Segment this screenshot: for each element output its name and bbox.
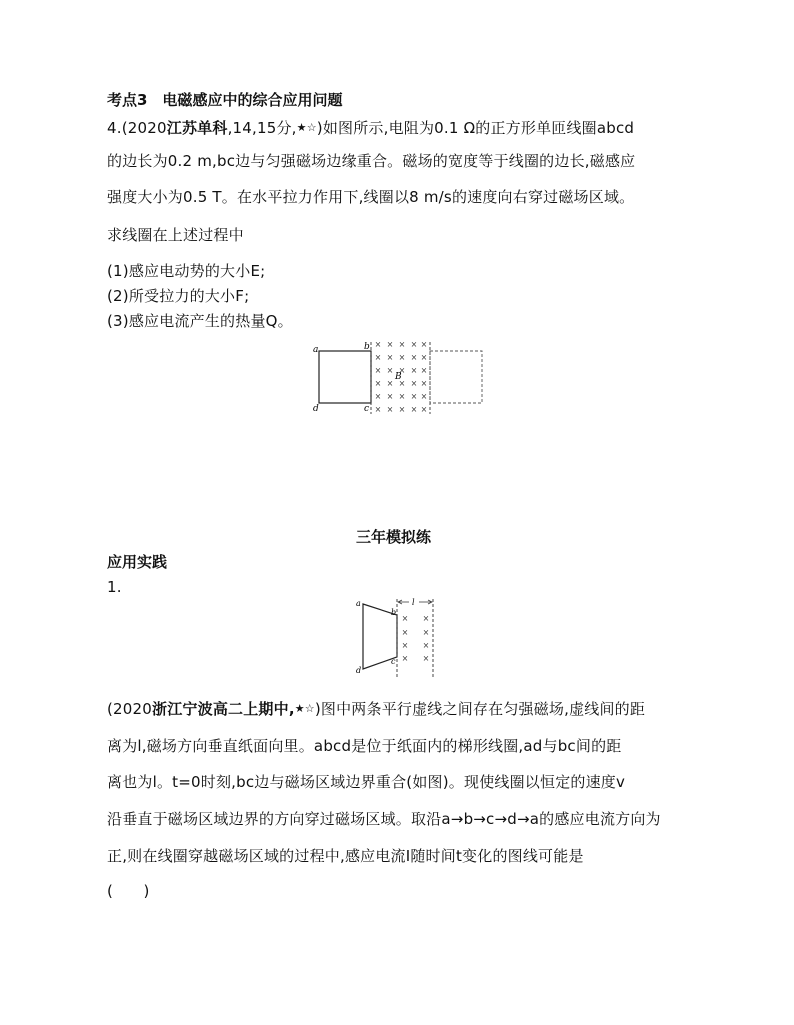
field-cross: × <box>398 405 406 414</box>
field-cross: × <box>401 654 409 663</box>
field-cross: × <box>422 614 430 623</box>
label-d: d <box>356 666 362 675</box>
q4-stem-1: )如图所示,电阻为0.1 Ω的正方形单匝线圈abcd <box>316 119 635 137</box>
q1-source-open: (2020 <box>107 700 153 718</box>
label-a: a <box>313 345 319 355</box>
q4-number: 4. <box>107 119 122 137</box>
field-cross: × <box>420 340 428 349</box>
field-cross: × <box>420 405 428 414</box>
field-cross: × <box>422 654 430 663</box>
q4-source-name: 江苏单科 <box>166 119 228 137</box>
field-cross: × <box>374 379 382 388</box>
difficulty-star-icon: ★☆ <box>294 702 315 715</box>
q4-stem-3: 强度大小为0.5 T。在水平拉力作用下,线圈以8 m/s的速度向右穿过磁场区域。 <box>107 188 635 206</box>
field-cross: × <box>401 641 409 650</box>
q1-stem-2: 离为l,磁场方向垂直纸面向里。abcd是位于纸面内的梯形线圈,ad与bc间的距 <box>107 737 622 755</box>
q4-part-1: (1)感应电动势的大小E; <box>107 262 266 280</box>
magnetic-field-crosses <box>402 614 430 663</box>
field-cross: × <box>398 353 406 362</box>
field-cross: × <box>410 366 418 375</box>
q1-number: 1. <box>107 578 122 596</box>
field-cross: × <box>386 353 394 362</box>
field-cross: × <box>401 628 409 637</box>
q4-part-3: (3)感应电流产生的热量Q。 <box>107 312 293 330</box>
field-cross: × <box>420 392 428 401</box>
difficulty-star-icon: ★☆ <box>296 121 317 134</box>
field-cross: × <box>386 379 394 388</box>
q4-source-open: (2020 <box>121 119 167 137</box>
q1-source-name: 浙江宁波高二上期中, <box>152 700 295 718</box>
field-cross: × <box>420 366 428 375</box>
field-cross: × <box>422 628 430 637</box>
q4-source-rest: ,14,15分, <box>227 119 297 137</box>
q4-part-2: (2)所受拉力的大小F; <box>107 287 250 305</box>
field-cross: × <box>386 392 394 401</box>
field-cross: × <box>386 405 394 414</box>
q1-stem-1: )图中两条平行虚线之间存在匀强磁场,虚线间的距 <box>314 700 646 718</box>
field-cross: × <box>386 366 394 375</box>
q4-figure <box>310 340 510 420</box>
label-b: b <box>391 608 397 617</box>
field-cross: × <box>374 366 382 375</box>
practice-subtitle: 应用实践 <box>107 553 168 571</box>
q1-stem-5: 正,则在线圈穿越磁场区域的过程中,感应电流I随时间t变化的图线可能是 <box>107 847 584 865</box>
field-cross: × <box>410 379 418 388</box>
q4-line-1 <box>107 117 634 138</box>
q1-stem-3: 离也为l。t=0时刻,bc边与磁场区域边界重合(如图)。现使线圈以恒定的速度v <box>107 773 626 791</box>
label-B: B <box>395 372 402 382</box>
square-loop <box>319 351 371 403</box>
q4-stem-4: 求线圈在上述过程中 <box>107 226 244 244</box>
field-cross: × <box>374 405 382 414</box>
field-cross: × <box>374 392 382 401</box>
answer-bracket: ( ) <box>107 882 150 900</box>
field-cross: × <box>420 379 428 388</box>
field-cross: × <box>398 366 406 375</box>
label-c: c <box>364 404 370 414</box>
label-b: b <box>364 342 370 352</box>
field-cross: × <box>398 340 406 349</box>
practice-title: 三年模拟练 <box>356 528 432 546</box>
q1-figure <box>353 597 453 679</box>
q1-stem-4: 沿垂直于磁场区域边界的方向穿过磁场区域。取沿a→b→c→d→a的感应电流方向为 <box>107 810 661 828</box>
field-cross: × <box>410 392 418 401</box>
field-cross: × <box>422 641 430 650</box>
label-l: l <box>412 598 415 607</box>
field-cross: × <box>374 353 382 362</box>
field-cross: × <box>398 392 406 401</box>
field-cross: × <box>420 353 428 362</box>
label-a: a <box>356 599 361 608</box>
field-cross: × <box>386 340 394 349</box>
section-title: 考点3 电磁感应中的综合应用问题 <box>107 91 343 109</box>
field-cross: × <box>410 353 418 362</box>
q4-stem-2: 的边长为0.2 m,bc边与匀强磁场边缘重合。磁场的宽度等于线圈的边长,磁感应 <box>107 152 636 170</box>
field-cross: × <box>401 614 409 623</box>
loop-final-position <box>430 351 482 403</box>
field-cross: × <box>410 405 418 414</box>
field-cross: × <box>398 379 406 388</box>
label-c: c <box>391 657 396 666</box>
field-cross: × <box>374 340 382 349</box>
label-d: d <box>313 404 319 414</box>
field-cross: × <box>410 340 418 349</box>
q1-line-1 <box>107 698 645 719</box>
